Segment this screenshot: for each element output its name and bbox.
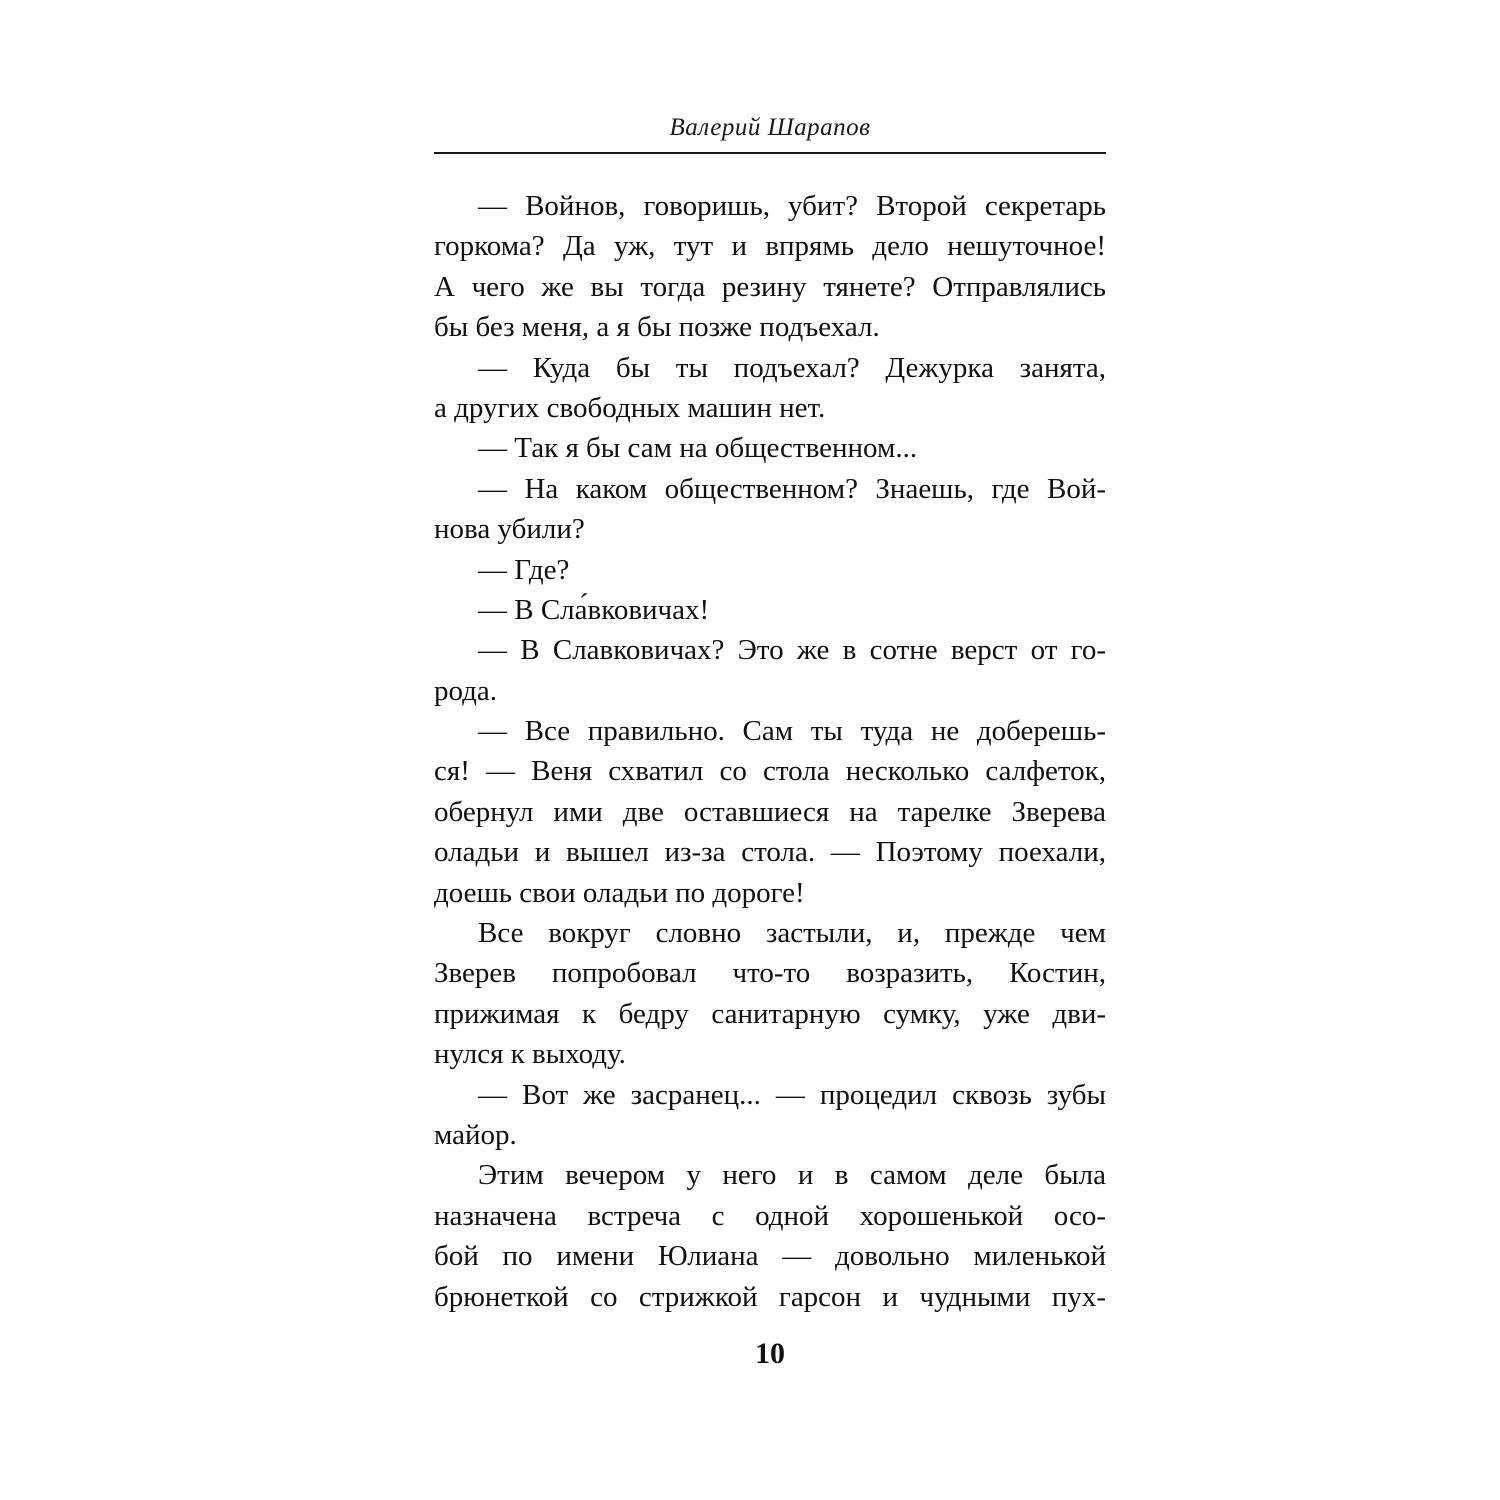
text-line: майор. [434,1118,517,1151]
text-line: — Все правильно. Сам ты туда не доберешь- [478,715,1106,748]
text-line: Все вокруг словно застыли, и, прежде чем [478,917,1106,950]
text-line: рода. [434,674,498,707]
text-line: А чего же вы тогда резину тянете? Отправлялись [434,270,1106,303]
header-rule [434,152,1106,154]
text-line: — В Славковичах? Это же в сотне верст от го- [478,634,1106,667]
text-line: а других свободных машин нет. [434,391,826,424]
text-line: оладьи и вышел из-за стола. — Поэтому поехали, [434,836,1106,869]
text-line: бой по имени Юлиана — довольно миленькой [434,1240,1106,1273]
text-line: назначена встреча с одной хорошенькой осо- [434,1199,1106,1232]
text-line: — На каком общественном? Знаешь, где Вой- [478,472,1106,505]
text-line: брюнеткой со стрижкой гарсон и чудными пух- [434,1280,1106,1313]
text-line: ся! — Веня схватил со стола несколько салфеток, [434,755,1106,788]
text-line: — Войнов, говоришь, убит? Второй секретарь [478,190,1106,222]
text-line: нулся к выходу. [434,1038,626,1071]
text-line: доешь свои оладьи по дороге! [434,876,805,909]
text-line: обернул ими две оставшиеся на тарелке Зверева [434,795,1106,828]
text-line: нова убили? [434,513,585,546]
text-line: — Куда бы ты подъехал? Дежурка занята, [478,351,1106,384]
running-head-author: Валерий Шарапов [669,114,871,141]
page-number: 10 [755,1337,785,1370]
text-line: — Где? [478,553,570,586]
text-line: — Вот же засранец... — процедил сквозь зубы [478,1078,1106,1111]
text-line: прижимая к бедру санитарную сумку, уже дви- [434,997,1106,1030]
text-line: Этим вечером у него и в самом деле была [478,1159,1106,1192]
text-line: горкома? Да уж, тут и впрямь дело нешуточное! [434,230,1106,263]
text-line: Зверев попробовал что-то возразить, Костин, [434,957,1106,990]
text-line: бы без меня, а я бы позже подъехал. [434,311,880,344]
text-line: — Так я бы сам на общественном... [478,432,918,465]
body-text [434,186,1106,1317]
text-line: — В Сла́вковичах! [478,593,710,626]
